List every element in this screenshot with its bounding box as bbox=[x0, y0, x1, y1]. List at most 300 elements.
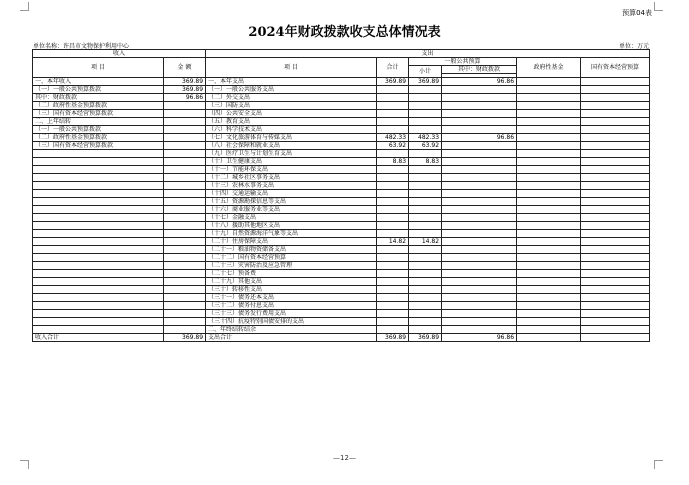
left-item-cell: 一、本年收入 bbox=[33, 78, 164, 86]
fiscal-cell bbox=[442, 198, 517, 206]
left-amount-cell bbox=[164, 286, 206, 294]
table-row bbox=[33, 286, 650, 294]
table-row bbox=[33, 222, 650, 230]
left-item-cell bbox=[33, 270, 164, 278]
subtotal-cell bbox=[409, 94, 442, 102]
total-cell: 8.83 bbox=[377, 158, 409, 166]
fiscal-cell bbox=[442, 174, 517, 182]
state-capital-cell bbox=[581, 326, 650, 334]
state-capital-cell bbox=[581, 270, 650, 278]
right-item-cell: （三十二）债务付息支出 bbox=[206, 302, 377, 310]
fiscal-cell bbox=[442, 86, 517, 94]
subtotal-cell bbox=[409, 294, 442, 302]
left-item-cell bbox=[33, 246, 164, 254]
page-number: —12— bbox=[333, 454, 356, 462]
fiscal-cell bbox=[442, 182, 517, 190]
total-cell bbox=[377, 110, 409, 118]
gov-fund-cell bbox=[517, 238, 581, 246]
total-cell bbox=[377, 230, 409, 238]
subtotal-cell bbox=[409, 230, 442, 238]
left-amount-cell bbox=[164, 246, 206, 254]
right-item-cell: （二十一）粮油物资储备支出 bbox=[206, 246, 377, 254]
right-item-cell: （十）卫生健康支出 bbox=[206, 158, 377, 166]
subtotal-cell bbox=[409, 318, 442, 326]
gov-fund-cell bbox=[517, 118, 581, 126]
fiscal-cell bbox=[442, 94, 517, 102]
left-amount-cell: 96.86 bbox=[164, 94, 206, 102]
gov-fund-cell bbox=[517, 278, 581, 286]
table-row bbox=[33, 278, 650, 286]
table-row bbox=[33, 174, 650, 182]
total-cell bbox=[377, 326, 409, 334]
table-row bbox=[33, 326, 650, 334]
subtotal-cell bbox=[409, 190, 442, 198]
total-cell bbox=[377, 174, 409, 182]
subtotal-cell: 369.89 bbox=[409, 78, 442, 86]
left-item-cell bbox=[33, 206, 164, 214]
page-title: 2024年财政拨款收支总体情况表 bbox=[248, 25, 441, 40]
state-capital-cell bbox=[581, 134, 650, 142]
fiscal-cell bbox=[442, 238, 517, 246]
fiscal-cell bbox=[442, 142, 517, 150]
subtotal-cell bbox=[409, 262, 442, 270]
state-capital-cell bbox=[581, 182, 650, 190]
left-item-cell bbox=[33, 294, 164, 302]
subtotal-cell bbox=[409, 118, 442, 126]
right-item-cell: （十七）金融支出 bbox=[206, 214, 377, 222]
gov-fund-cell bbox=[517, 182, 581, 190]
table-row bbox=[33, 302, 650, 310]
state-capital-cell bbox=[581, 166, 650, 174]
gov-fund-cell bbox=[517, 142, 581, 150]
subtotal-cell bbox=[409, 166, 442, 174]
item2-header: 项 目 bbox=[206, 58, 377, 78]
fiscal-cell bbox=[442, 102, 517, 110]
fiscal-cell bbox=[442, 222, 517, 230]
state-capital-cell bbox=[581, 246, 650, 254]
subtotal-cell bbox=[409, 102, 442, 110]
table-row bbox=[33, 310, 650, 318]
fiscal-cell bbox=[442, 150, 517, 158]
left-amount-cell bbox=[164, 294, 206, 302]
gov-fund-cell bbox=[517, 294, 581, 302]
table-row bbox=[33, 94, 650, 102]
left-amount-cell bbox=[164, 126, 206, 134]
gov-fund-cell bbox=[517, 222, 581, 230]
state-capital-cell bbox=[581, 230, 650, 238]
left-item-cell bbox=[33, 174, 164, 182]
gov-fund-cell bbox=[517, 318, 581, 326]
gov-fund-cell bbox=[517, 94, 581, 102]
left-amount-cell bbox=[164, 270, 206, 278]
gov-fund-cell bbox=[517, 166, 581, 174]
left-amount-cell bbox=[164, 278, 206, 286]
state-capital-cell bbox=[581, 86, 650, 94]
subtotal-cell: 482.33 bbox=[409, 134, 442, 142]
item-header: 项 目 bbox=[33, 58, 164, 78]
right-item-cell: （四）公共安全支出 bbox=[206, 110, 377, 118]
gov-fund-cell bbox=[517, 230, 581, 238]
left-item-cell bbox=[33, 238, 164, 246]
table-row bbox=[33, 158, 650, 166]
right-item-cell: （二十）住房保障支出 bbox=[206, 238, 377, 246]
state-capital-cell bbox=[581, 118, 650, 126]
left-item-cell bbox=[33, 278, 164, 286]
left-amount-cell bbox=[164, 262, 206, 270]
table-row bbox=[33, 206, 650, 214]
subtotal-cell bbox=[409, 110, 442, 118]
left-item-cell bbox=[33, 158, 164, 166]
gov-fund-cell bbox=[517, 86, 581, 94]
state-capital-cell bbox=[581, 190, 650, 198]
left-item-cell: （一）一般公共预算拨款 bbox=[33, 126, 164, 134]
income-header: 收入 bbox=[33, 50, 206, 58]
left-amount-cell bbox=[164, 326, 206, 334]
left-amount-cell: 369.89 bbox=[164, 86, 206, 94]
right-item-cell: （八）社会保障和就业支出 bbox=[206, 142, 377, 150]
fiscal-cell bbox=[442, 310, 517, 318]
total-cell bbox=[377, 86, 409, 94]
subtotal-header: 小计 bbox=[409, 66, 442, 78]
subtotal-cell bbox=[409, 214, 442, 222]
unit-label: 单位：万元 bbox=[618, 43, 649, 50]
table-row bbox=[33, 86, 650, 94]
left-amount-cell bbox=[164, 102, 206, 110]
total-cell bbox=[377, 166, 409, 174]
state-capital-cell bbox=[581, 126, 650, 134]
gov-fund-cell bbox=[517, 214, 581, 222]
left-amount-cell bbox=[164, 230, 206, 238]
left-amount-cell bbox=[164, 182, 206, 190]
left-item-cell bbox=[33, 318, 164, 326]
table-row bbox=[33, 182, 650, 190]
total-cell bbox=[377, 126, 409, 134]
totals-row bbox=[33, 334, 650, 342]
right-item-cell: （二十九）其他支出 bbox=[206, 278, 377, 286]
left-amount-cell: 369.89 bbox=[164, 78, 206, 86]
table-row bbox=[33, 118, 650, 126]
fiscal-cell bbox=[442, 166, 517, 174]
gov-fund-cell bbox=[517, 198, 581, 206]
state-capital-header: 国有资本经营预算 bbox=[581, 58, 650, 78]
right-item-cell: （二）外交支出 bbox=[206, 94, 377, 102]
state-capital-cell bbox=[581, 278, 650, 286]
total-cell bbox=[377, 182, 409, 190]
left-amount-cell bbox=[164, 198, 206, 206]
right-item-cell: （三）国防支出 bbox=[206, 102, 377, 110]
subtotal-cell bbox=[409, 198, 442, 206]
left-amount-cell bbox=[164, 254, 206, 262]
subtotal-cell bbox=[409, 86, 442, 94]
total-cell: 14.82 bbox=[377, 238, 409, 246]
doc-code: 预算04表 bbox=[622, 9, 652, 17]
subtotal-cell bbox=[409, 150, 442, 158]
gov-fund-cell bbox=[517, 190, 581, 198]
left-amount-cell bbox=[164, 150, 206, 158]
budget-table bbox=[32, 49, 650, 342]
table-row bbox=[33, 254, 650, 262]
total-cell: 482.33 bbox=[377, 134, 409, 142]
gov-fund-cell bbox=[517, 78, 581, 86]
left-item-cell: （三）国有资本经营预算拨款 bbox=[33, 142, 164, 150]
subtotal-cell bbox=[409, 246, 442, 254]
fiscal-cell bbox=[442, 118, 517, 126]
gov-fund-cell bbox=[517, 310, 581, 318]
fiscal-cell bbox=[442, 270, 517, 278]
right-item-cell: （十五）资源勘探信息等支出 bbox=[206, 198, 377, 206]
fiscal-cell bbox=[442, 246, 517, 254]
total-cell bbox=[377, 278, 409, 286]
table-row bbox=[33, 318, 650, 326]
gov-fund-cell bbox=[517, 158, 581, 166]
gov-fund-cell bbox=[517, 174, 581, 182]
total-cell: 369.89 bbox=[377, 334, 409, 342]
left-item-cell bbox=[33, 150, 164, 158]
left-item-cell: 其中：财政拨款 bbox=[33, 94, 164, 102]
subtotal-cell bbox=[409, 222, 442, 230]
total-cell bbox=[377, 150, 409, 158]
right-item-cell: 一、本年支出 bbox=[206, 78, 377, 86]
right-item-cell: （十四）交通运输支出 bbox=[206, 190, 377, 198]
amount-header: 金 额 bbox=[164, 58, 206, 78]
table-row bbox=[33, 246, 650, 254]
state-capital-cell bbox=[581, 142, 650, 150]
subtotal-cell bbox=[409, 126, 442, 134]
total-cell bbox=[377, 190, 409, 198]
left-amount-cell bbox=[164, 118, 206, 126]
gov-fund-cell bbox=[517, 302, 581, 310]
left-amount-cell bbox=[164, 206, 206, 214]
subtotal-cell bbox=[409, 254, 442, 262]
right-item-cell: （三十三）债务发行费用支出 bbox=[206, 310, 377, 318]
state-capital-cell bbox=[581, 222, 650, 230]
gov-fund-cell bbox=[517, 262, 581, 270]
state-capital-cell bbox=[581, 318, 650, 326]
total-cell bbox=[377, 254, 409, 262]
expense-header: 支出 bbox=[206, 50, 650, 58]
left-amount-cell bbox=[164, 142, 206, 150]
state-capital-cell bbox=[581, 334, 650, 342]
state-capital-cell bbox=[581, 238, 650, 246]
gov-fund-cell bbox=[517, 254, 581, 262]
left-item-cell bbox=[33, 302, 164, 310]
right-item-cell: （一）一般公共服务支出 bbox=[206, 86, 377, 94]
total-cell bbox=[377, 118, 409, 126]
state-capital-cell bbox=[581, 262, 650, 270]
total-cell bbox=[377, 310, 409, 318]
total-cell bbox=[377, 206, 409, 214]
left-item-cell bbox=[33, 262, 164, 270]
fiscal-cell bbox=[442, 286, 517, 294]
left-amount-cell bbox=[164, 166, 206, 174]
gov-fund-cell bbox=[517, 110, 581, 118]
subtotal-cell: 63.92 bbox=[409, 142, 442, 150]
table-row bbox=[33, 110, 650, 118]
left-item-cell bbox=[33, 166, 164, 174]
fiscal-cell bbox=[442, 254, 517, 262]
fiscal-cell bbox=[442, 262, 517, 270]
right-item-cell: （三十四）抗疫特别国债安排的支出 bbox=[206, 318, 377, 326]
total-cell: 63.92 bbox=[377, 142, 409, 150]
gov-fund-header: 政府性基金 bbox=[517, 58, 581, 78]
left-item-cell: 二、上年结转 bbox=[33, 118, 164, 126]
fiscal-cell bbox=[442, 302, 517, 310]
state-capital-cell bbox=[581, 78, 650, 86]
table-row bbox=[33, 102, 650, 110]
gov-fund-cell bbox=[517, 150, 581, 158]
left-item-cell bbox=[33, 182, 164, 190]
state-capital-cell bbox=[581, 158, 650, 166]
subtotal-cell: 8.83 bbox=[409, 158, 442, 166]
table-row bbox=[33, 150, 650, 158]
state-capital-cell bbox=[581, 174, 650, 182]
state-capital-cell bbox=[581, 102, 650, 110]
table-row bbox=[33, 214, 650, 222]
left-amount-cell: 369.89 bbox=[164, 334, 206, 342]
fiscal-cell: 96.86 bbox=[442, 78, 517, 86]
left-item-cell: （二）政府性基金预算拨款 bbox=[33, 102, 164, 110]
table-row bbox=[33, 270, 650, 278]
gov-fund-cell bbox=[517, 270, 581, 278]
right-item-cell: （九）医疗卫生与计划生育支出 bbox=[206, 150, 377, 158]
table-row bbox=[33, 262, 650, 270]
left-amount-cell bbox=[164, 174, 206, 182]
table-row bbox=[33, 142, 650, 150]
state-capital-cell bbox=[581, 310, 650, 318]
table-row bbox=[33, 230, 650, 238]
state-capital-cell bbox=[581, 214, 650, 222]
total-cell bbox=[377, 222, 409, 230]
left-item-cell bbox=[33, 222, 164, 230]
state-capital-cell bbox=[581, 150, 650, 158]
fiscal-cell bbox=[442, 294, 517, 302]
table-row bbox=[33, 126, 650, 134]
total-cell bbox=[377, 302, 409, 310]
table-row bbox=[33, 294, 650, 302]
table-row bbox=[33, 134, 650, 142]
fiscal-cell bbox=[442, 318, 517, 326]
general-budget-header: 一般公共预算 bbox=[409, 58, 517, 66]
table-row bbox=[33, 166, 650, 174]
gov-fund-cell bbox=[517, 102, 581, 110]
fiscal-cell bbox=[442, 126, 517, 134]
fiscal-header: 其中：财政拨款 bbox=[442, 66, 517, 74]
state-capital-cell bbox=[581, 206, 650, 214]
left-item-cell: （三）国有资本经营预算拨款 bbox=[33, 110, 164, 118]
right-item-cell: （十一）节能环保支出 bbox=[206, 166, 377, 174]
subtotal-cell bbox=[409, 278, 442, 286]
subtotal-cell bbox=[409, 182, 442, 190]
subtotal-cell bbox=[409, 286, 442, 294]
total-cell bbox=[377, 286, 409, 294]
fiscal-cell bbox=[442, 190, 517, 198]
total-cell bbox=[377, 294, 409, 302]
left-item-cell bbox=[33, 310, 164, 318]
left-amount-cell bbox=[164, 310, 206, 318]
total-cell bbox=[377, 94, 409, 102]
right-item-cell: （七）文化旅游体育与传媒支出 bbox=[206, 134, 377, 142]
table-row bbox=[33, 78, 650, 86]
right-item-cell: （十九）自然资源海洋气象等支出 bbox=[206, 230, 377, 238]
right-item-cell: （三十一）债务还本支出 bbox=[206, 294, 377, 302]
left-amount-cell bbox=[164, 190, 206, 198]
crop-mark bbox=[20, 2, 29, 11]
fiscal-cell bbox=[442, 214, 517, 222]
left-item-cell bbox=[33, 198, 164, 206]
state-capital-cell bbox=[581, 110, 650, 118]
left-amount-cell bbox=[164, 110, 206, 118]
left-amount-cell bbox=[164, 238, 206, 246]
total-cell bbox=[377, 262, 409, 270]
total-cell bbox=[377, 198, 409, 206]
right-item-cell: （三十）转移性支出 bbox=[206, 286, 377, 294]
table-row bbox=[33, 190, 650, 198]
total-cell: 369.89 bbox=[377, 78, 409, 86]
fiscal-cell bbox=[442, 326, 517, 334]
right-item-cell: （二十七）预备费 bbox=[206, 270, 377, 278]
left-item-cell bbox=[33, 286, 164, 294]
fiscal-cell bbox=[442, 278, 517, 286]
total-cell bbox=[377, 318, 409, 326]
state-capital-cell bbox=[581, 254, 650, 262]
crop-mark bbox=[654, 2, 663, 11]
state-capital-cell bbox=[581, 294, 650, 302]
header-row bbox=[33, 50, 650, 58]
fiscal-cell: 96.86 bbox=[442, 334, 517, 342]
fiscal-cell bbox=[442, 230, 517, 238]
header-row bbox=[33, 58, 650, 66]
left-item-cell bbox=[33, 230, 164, 238]
fiscal-cell bbox=[442, 158, 517, 166]
subtotal-cell bbox=[409, 302, 442, 310]
right-item-cell: （十六）商业服务业等支出 bbox=[206, 206, 377, 214]
total-cell bbox=[377, 246, 409, 254]
total-cell bbox=[377, 214, 409, 222]
right-item-cell: （五）教育支出 bbox=[206, 118, 377, 126]
subtotal-cell bbox=[409, 206, 442, 214]
left-amount-cell bbox=[164, 214, 206, 222]
fiscal-cell bbox=[442, 110, 517, 118]
state-capital-cell bbox=[581, 198, 650, 206]
subtotal-cell bbox=[409, 326, 442, 334]
right-item-cell: （十二）城乡社区事务支出 bbox=[206, 174, 377, 182]
gov-fund-cell bbox=[517, 334, 581, 342]
right-item-cell: （十八）援助其他地区支出 bbox=[206, 222, 377, 230]
gov-fund-cell bbox=[517, 134, 581, 142]
table-row bbox=[33, 198, 650, 206]
gov-fund-cell bbox=[517, 326, 581, 334]
unit-name: 单位名称：许昌市文物保护利用中心 bbox=[33, 43, 130, 50]
left-item-cell bbox=[33, 254, 164, 262]
gov-fund-cell bbox=[517, 246, 581, 254]
fiscal-cell bbox=[442, 206, 517, 214]
right-item-cell: 支出合计 bbox=[206, 334, 377, 342]
right-item-cell: （十三）农林水事务支出 bbox=[206, 182, 377, 190]
left-amount-cell bbox=[164, 222, 206, 230]
left-amount-cell bbox=[164, 158, 206, 166]
state-capital-cell bbox=[581, 302, 650, 310]
right-item-cell: 二、年终结转结余 bbox=[206, 326, 377, 334]
left-amount-cell bbox=[164, 302, 206, 310]
subtotal-cell: 369.89 bbox=[409, 334, 442, 342]
subtotal-cell bbox=[409, 174, 442, 182]
left-amount-cell bbox=[164, 318, 206, 326]
right-item-cell: （六）科学技术支出 bbox=[206, 126, 377, 134]
left-item-cell bbox=[33, 326, 164, 334]
gov-fund-cell bbox=[517, 206, 581, 214]
total-header: 合计 bbox=[377, 58, 409, 78]
fiscal-cell: 96.86 bbox=[442, 134, 517, 142]
